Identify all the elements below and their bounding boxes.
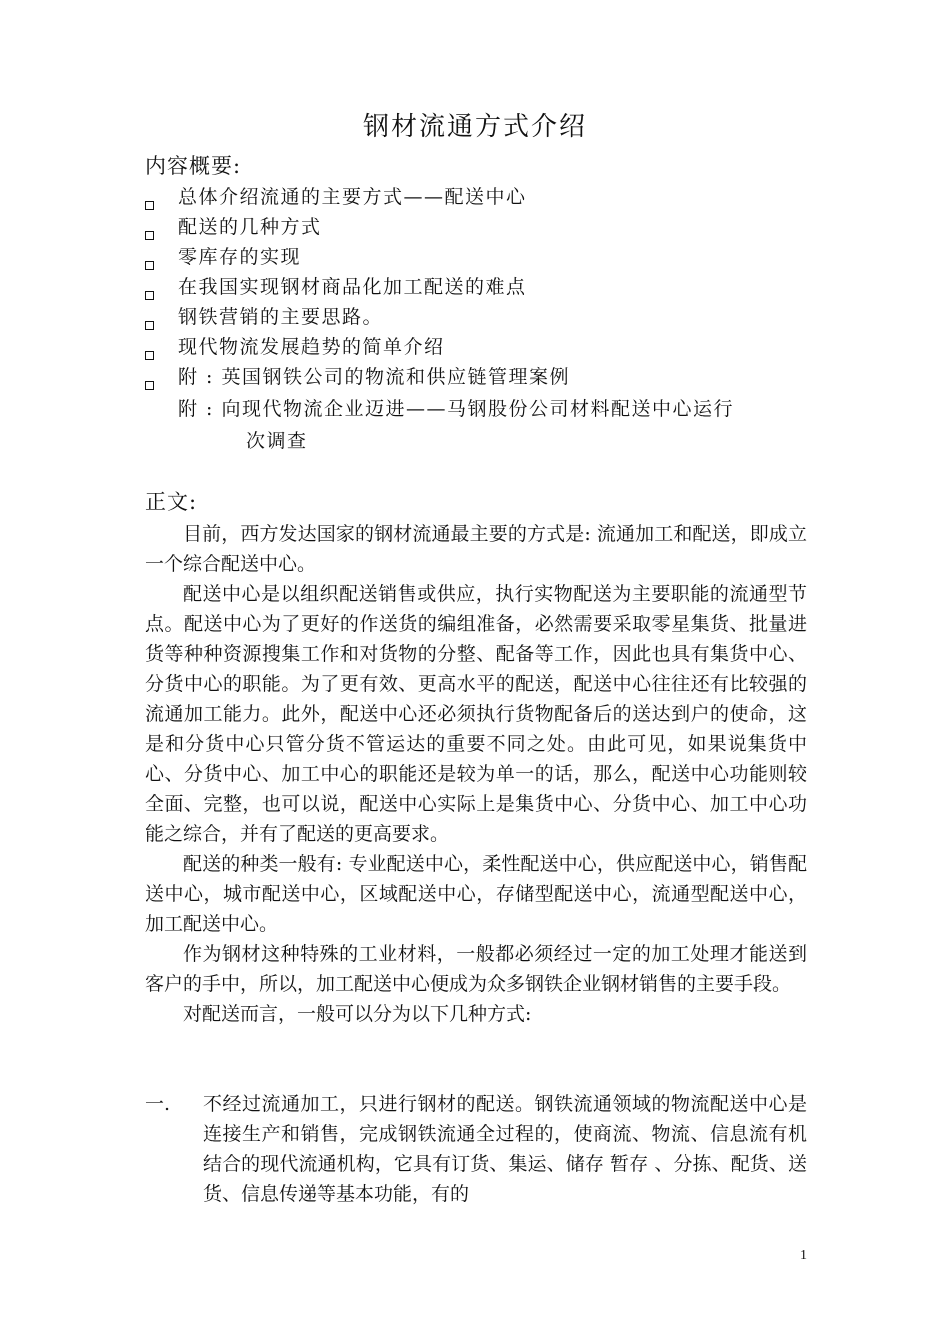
summary-heading: 内容概要: [145,154,242,178]
summary-item [0,362,950,392]
paragraph: 作为钢材这种特殊的工业材料，一般都必须经过一定的加工处理才能送到客户的手中，所以，加工配送中心便成为众多钢铁企业钢材销售的主要手段。 [145,943,807,995]
summary-item-text: 总体介绍流通的主要方式——配送中心 [178,186,527,208]
summary-item [0,212,950,242]
summary-item [0,332,950,362]
checkbox-icon [145,321,154,330]
summary-item-text: 钢铁营销的主要思路。 [178,306,384,328]
summary-item [0,302,950,332]
paragraph: 配送的种类一般有: 专业配送中心，柔性配送中心，供应配送中心，销售配送中心，城市配送中心，区域配送中心，存储型配送中心，流通型配送中心，加工配送中心。 [145,853,807,935]
paragraph: 目前，西方发达国家的钢材流通最主要的方式是: 流通加工和配送，即成立一个综合配送中心。 [145,523,807,575]
body-heading: 正文: [145,490,198,514]
summary-item-text: 现代物流发展趋势的简单介绍 [178,336,445,358]
enumerated-item [145,1089,807,1209]
summary-item-text: 零库存的实现 [178,246,302,268]
page-number: 1 [800,1248,807,1263]
summary-item-text: 附 : 英国钢铁公司的物流和供应链管理案例 [178,366,570,388]
enum-text: 不经过流通加工，只进行钢材的配送。钢铁流通领域的物流配送中心是连接生产和销售，完成钢铁流通全过程的，使商流、物流、信息流有机结合的现代流通机构，它具有订货、集运、储存 暂存 、分拣、配货、送货、信息传递等基本功能，有的 [203,1093,807,1205]
enum-marker: 一. [145,1093,171,1115]
paragraph: 对配送而言，一般可以分为以下几种方式: [183,1003,532,1025]
checkbox-icon [145,351,154,360]
summary-item [0,242,950,272]
document-title: 钢材流通方式介绍 [362,112,587,142]
appendix-line: 附 : 向现代物流企业迈进——马钢股份公司材料配送中心运行 [178,398,734,420]
checkbox-icon [145,201,154,210]
summary-item [0,182,950,212]
checkbox-icon [145,261,154,270]
summary-item-text: 在我国实现钢材商品化加工配送的难点 [178,276,527,298]
summary-item-text: 配送的几种方式 [178,216,322,238]
checkbox-icon [145,291,154,300]
summary-item [0,272,950,302]
body-text [145,519,807,1029]
appendix-line-continued: 次调查 [246,430,308,452]
checkbox-icon [145,381,154,390]
paragraph: 配送中心是以组织配送销售或供应，执行实物配送为主要职能的流通型节点。配送中心为了更好的作送货的编组准备，必然需要采取零星集货、批量进货等种种资源搜集工作和对货物的分整、配备等工作，因此也具有集货中心、分货中心的职能。为了更有效、更高水平的配送，配送中心往往还有比较强的流通加工能力。此外，配送中心还必须执行货物配备后的送达到户的使命，这是和分货中心只管分货不管运达的重要不同之处。由此可见，如果说集货中心、分货中心、加工中心的职能还是较为单一的话，那么，配送中心功能则较全面、完整，也可以说，配送中心实际上是集货中心、分货中心、加工中心功能之综合，并有了配送的更高要求。 [145,583,807,845]
checkbox-icon [145,231,154,240]
